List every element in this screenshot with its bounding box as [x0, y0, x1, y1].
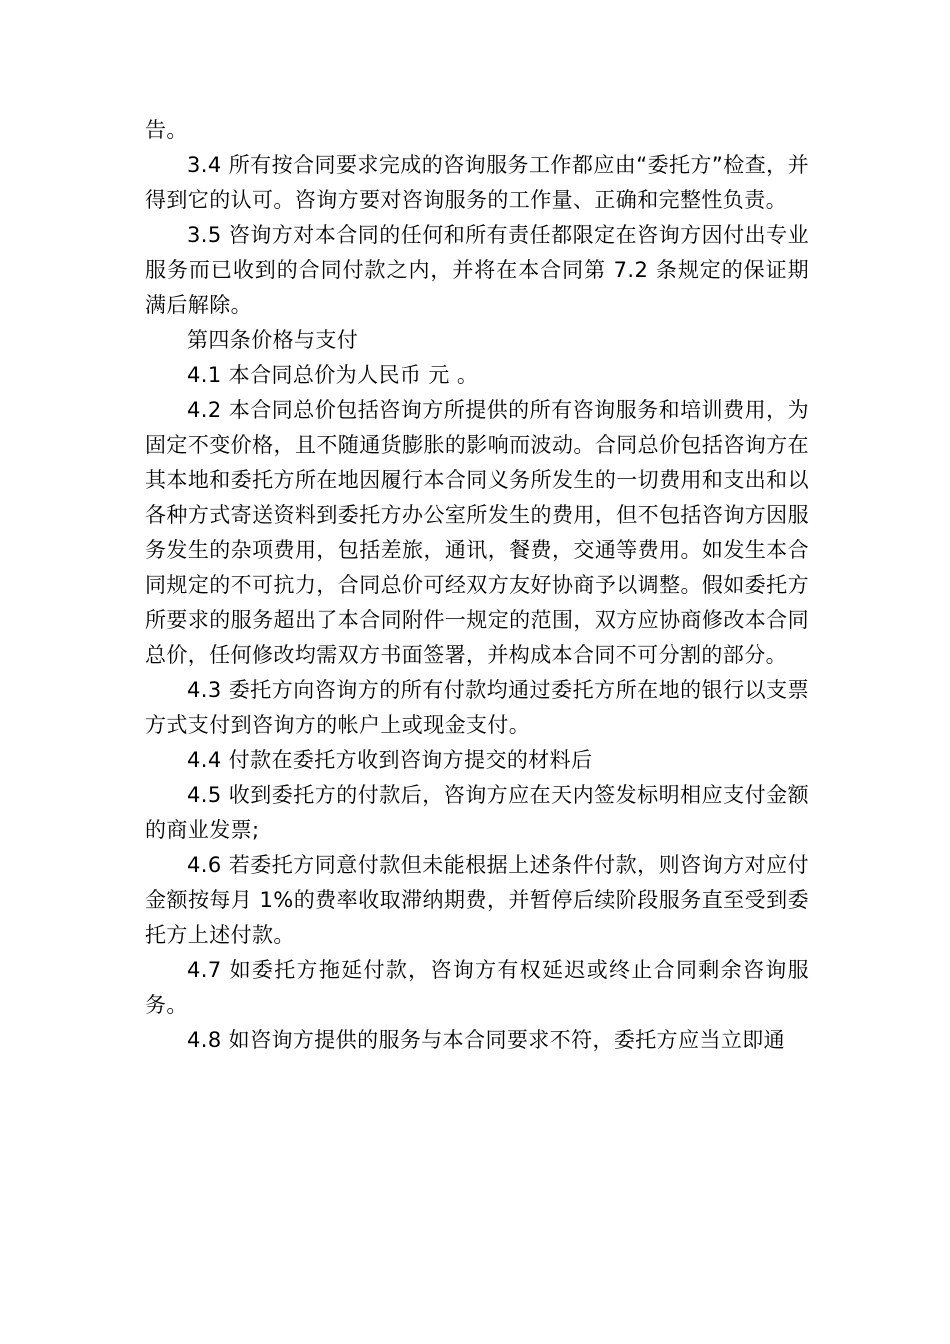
paragraph-3-5: 3.5 咨询方对本合同的任何和所有责任都限定在咨询方因付出专业服务而已收到的合同付款之内，并将在本合同第 7.2 条规定的保证期满后解除。	[145, 223, 809, 317]
paragraph-4-2: 4.2 本合同总价包括咨询方所提供的所有咨询服务和培训费用，为固定不变价格，且不随通货膨胀的影响而波动。合同总价包括咨询方在其本地和委托方所在地因履行本合同义务所发生的一切费用和支出和以各种方式寄送资料到委托方办公室所发生的费用，但不包括咨询方因服务发生的杂项费用，包括差旅，通讯，餐费，交通等费用。如发生本合同规定的不可抗力，合同总价可经双方友好协商予以调整。假如委托方所要求的服务超出了本合同附件一规定的范围，双方应协商修改本合同总价，任何修改均需双方书面签署，并构成本合同不可分割的部分。	[145, 398, 809, 667]
paragraph-4-5: 4.5 收到委托方的付款后，咨询方应在天内签发标明相应支付金额的商业发票;	[145, 783, 809, 842]
paragraph-4-6: 4.6 若委托方同意付款但未能根据上述条件付款，则咨询方对应付金额按每月 1%的费率收取滞纳期费，并暂停后续阶段服务直至受到委托方上述付款。	[145, 853, 809, 947]
section-heading-article-4: 第四条价格与支付	[187, 328, 359, 352]
paragraph-continuation: 告。	[145, 118, 188, 142]
paragraph-4-7: 4.7 如委托方拖延付款，咨询方有权延迟或终止合同剩余咨询服务。	[145, 958, 809, 1017]
paragraph-4-4: 4.4 付款在委托方收到咨询方提交的材料后	[187, 748, 593, 772]
paragraph-4-8: 4.8 如咨询方提供的服务与本合同要求不符，委托方应当立即通	[187, 1028, 786, 1052]
paragraph-4-3: 4.3 委托方向咨询方的所有付款均通过委托方所在地的银行以支票方式支付到咨询方的帐户上或现金支付。	[145, 678, 809, 737]
paragraph-3-4: 3.4 所有按合同要求完成的咨询服务工作都应由“委托方”检查，并得到它的认可。咨询方要对咨询服务的工作量、正确和完整性负责。	[145, 153, 809, 212]
document-page	[145, 113, 809, 1058]
paragraph-4-1: 4.1 本合同总价为人民币 元 。	[187, 363, 479, 387]
